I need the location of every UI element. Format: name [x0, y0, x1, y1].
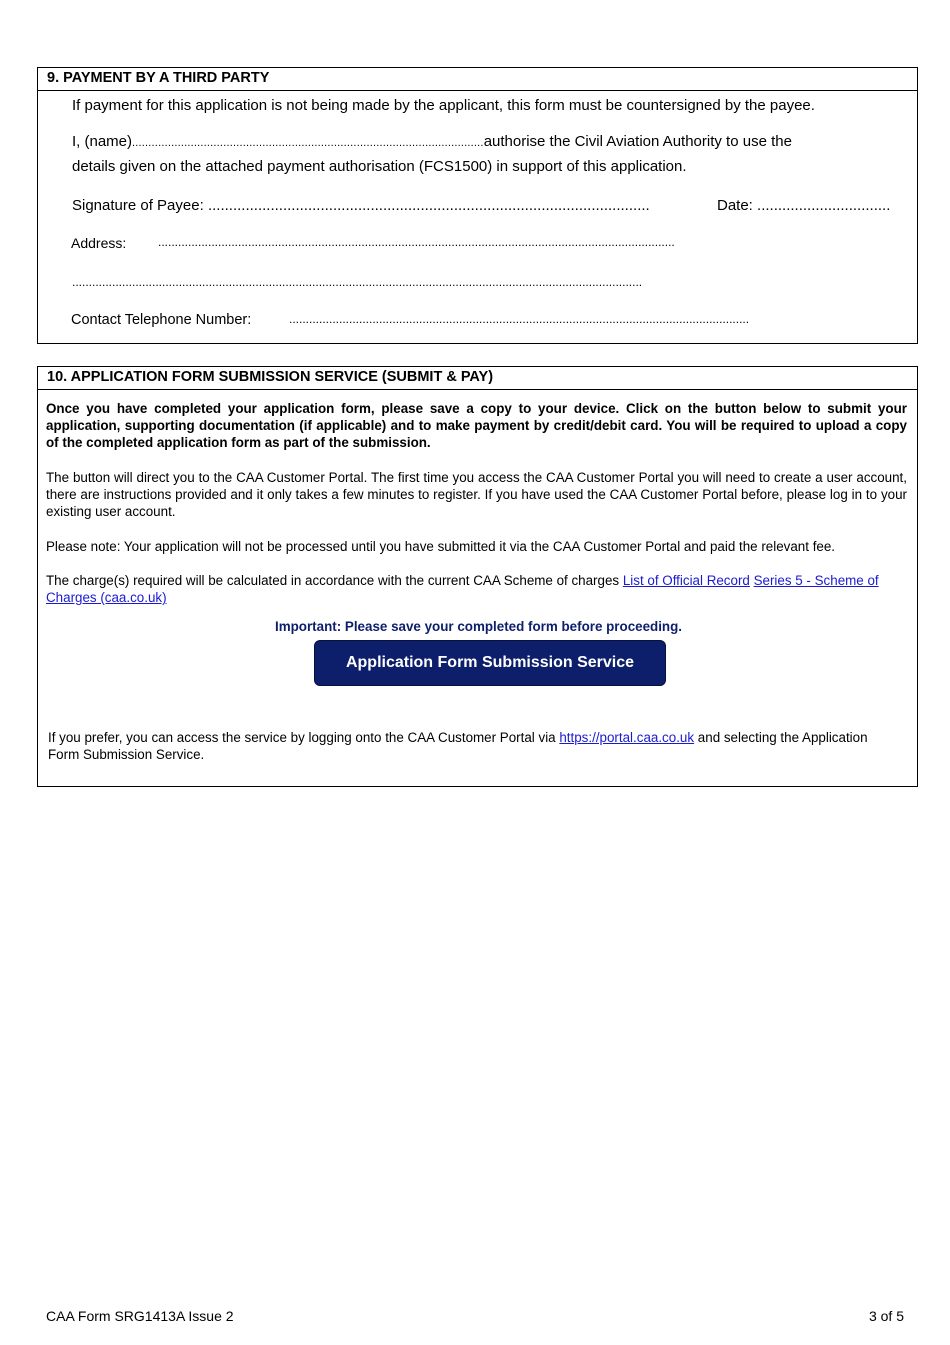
- bold-intro: Once you have completed your application form, please save a copy to your device. Click on the button below to submit your application, supporting documentation (if applicable) and to make payment by credit/debit card. You will be required to upload a copy of the completed application form as part of the submission.: [46, 401, 907, 450]
- authorise-line-2: details given on the attached payment authorisation (FCS1500) in support of this application.: [72, 158, 687, 175]
- prefer-text: If you prefer, you can access the service by logging onto the CAA Customer Portal via: [48, 730, 560, 745]
- important-notice: Important: Please save your completed form before proceeding.: [274, 619, 683, 634]
- portal-paragraph: The button will direct you to the CAA Customer Portal. The first time you access the CAA Customer Portal you will need to create a user account, there are instructions provided and it only takes a few minutes to register. If you have used the CAA Customer Portal before, please log in to your existing user account.: [46, 470, 907, 519]
- signature-label: Signature of Payee:: [72, 197, 204, 214]
- application-form-submission-button[interactable]: Application Form Submission Service: [314, 640, 666, 686]
- portal-link[interactable]: https://portal.caa.co.uk: [559, 730, 695, 745]
- phone-label: Contact Telephone Number:: [71, 312, 252, 328]
- footer-page-number: 3 of 5: [868, 1308, 904, 1324]
- signature-field[interactable]: ..........................................................................................................: [207, 197, 650, 214]
- section-intro: If payment for this application is not being made by the applicant, this form must be countersigned by the payee.: [72, 97, 815, 114]
- section-payment-third-party: [37, 67, 918, 344]
- address-field-line-2[interactable]: ...........................................................................................................................................................................: [72, 275, 643, 289]
- footer-form-id: CAA Form SRG1413A Issue 2: [46, 1308, 234, 1324]
- scheme-of-charges-link[interactable]: Series 5 - Scheme of Charges (caa.co.uk): [46, 573, 879, 605]
- date-row: [717, 197, 890, 214]
- phone-field[interactable]: ..........................................................................................................................................: [289, 312, 750, 326]
- note-paragraph: Please note: Your application will not be processed until you have submitted it via the CAA Customer Portal and paid the relevant fee.: [46, 539, 836, 554]
- authorise-line: [72, 133, 792, 150]
- section-submission-service: [37, 366, 918, 787]
- prefer-suffix: and selecting the Application Form Submission Service.: [48, 730, 868, 762]
- section-heading: 10. APPLICATION FORM SUBMISSION SERVICE (SUBMIT & PAY): [38, 367, 917, 390]
- signature-row: [72, 197, 650, 214]
- charges-paragraph: [46, 572, 907, 606]
- payee-name-field[interactable]: ............................................................................................................: [132, 137, 484, 149]
- charges-text: The charge(s) required will be calculated in accordance with the current CAA Scheme of charges: [46, 573, 623, 588]
- address-label: Address:: [71, 235, 127, 251]
- list-of-official-record-link[interactable]: List of Official Record: [622, 573, 750, 588]
- prefer-paragraph: [48, 729, 868, 763]
- date-field[interactable]: ................................: [757, 197, 891, 214]
- section-heading: 9. PAYMENT BY A THIRD PARTY: [38, 68, 917, 91]
- address-field[interactable]: ...........................................................................................................................................................: [158, 235, 675, 249]
- authorise-prefix: I, (name): [72, 133, 133, 150]
- date-label: Date:: [717, 197, 753, 214]
- authorise-suffix: authorise the Civil Aviation Authority to use the: [483, 133, 792, 150]
